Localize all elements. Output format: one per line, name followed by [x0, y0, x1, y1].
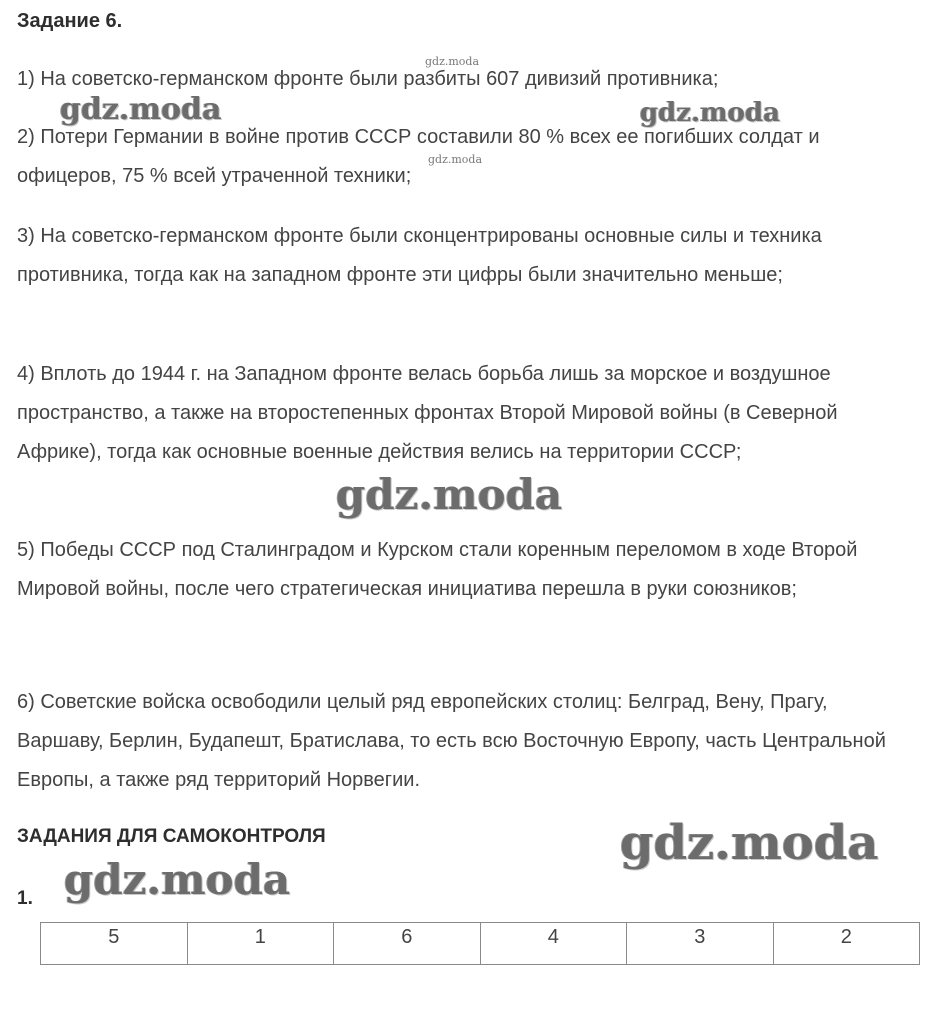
answer-item-6: 6) Советские войска освободили целый ряд европейских столиц: Белград, Вену, Прагу, Варшаву, Берлин, Будапешт, Братислава, то есть всю Восточную Европу, часть Центральной Европы, а также ряд территорий Норвегии.: [17, 691, 886, 791]
watermark: gdz.moda: [640, 98, 781, 128]
answer-cell: 6: [334, 923, 481, 965]
answer-cell: 5: [41, 923, 188, 965]
table-row: [41, 923, 920, 965]
section-title: ЗАДАНИЯ ДЛЯ САМОКОНТРОЛЯ: [17, 826, 326, 847]
answer-cell: 2: [773, 923, 920, 965]
answer-item-3: 3) На советско-германском фронте были сконцентрированы основные силы и техника противника, тогда как на западном фронте эти цифры были значительно меньше;: [17, 225, 822, 286]
watermark-small: gdz.moda: [425, 55, 480, 68]
answer-cell: 3: [627, 923, 774, 965]
watermark: gdz.moda: [60, 92, 222, 127]
watermark-small: gdz.moda: [428, 153, 483, 166]
answer-item-1: 1) На советско-германском фронте были разбиты 607 дивизий противника;: [17, 68, 719, 90]
page-title: Задание 6.: [17, 10, 123, 32]
task-number: 1.: [17, 888, 33, 909]
answer-item-5: 5) Победы СССР под Сталинградом и Курском стали коренным переломом в ходе Второй Мировой войны, после чего стратегическая инициатива перешла в руки союзников;: [17, 539, 858, 600]
answer-item-4: 4) Вплоть до 1944 г. на Западном фронте велась борьба лишь за морское и воздушное пространство, а также на второстепенных фронтах Второй Мировой войны (в Северной Африке), тогда как основные военные действия велись на территории СССР;: [17, 363, 838, 463]
watermark: gdz.moda: [620, 815, 879, 871]
answer-cell: 4: [480, 923, 627, 965]
answer-item-2: 2) Потери Германии в войне против СССР составили 80 % всех ее погибших солдат и офицеров, 75 % всей утраченной техники;: [17, 126, 820, 187]
answer-table: [40, 922, 920, 965]
watermark: gdz.moda: [64, 855, 291, 904]
watermark: gdz.moda: [336, 470, 563, 519]
answer-cell: 1: [187, 923, 334, 965]
